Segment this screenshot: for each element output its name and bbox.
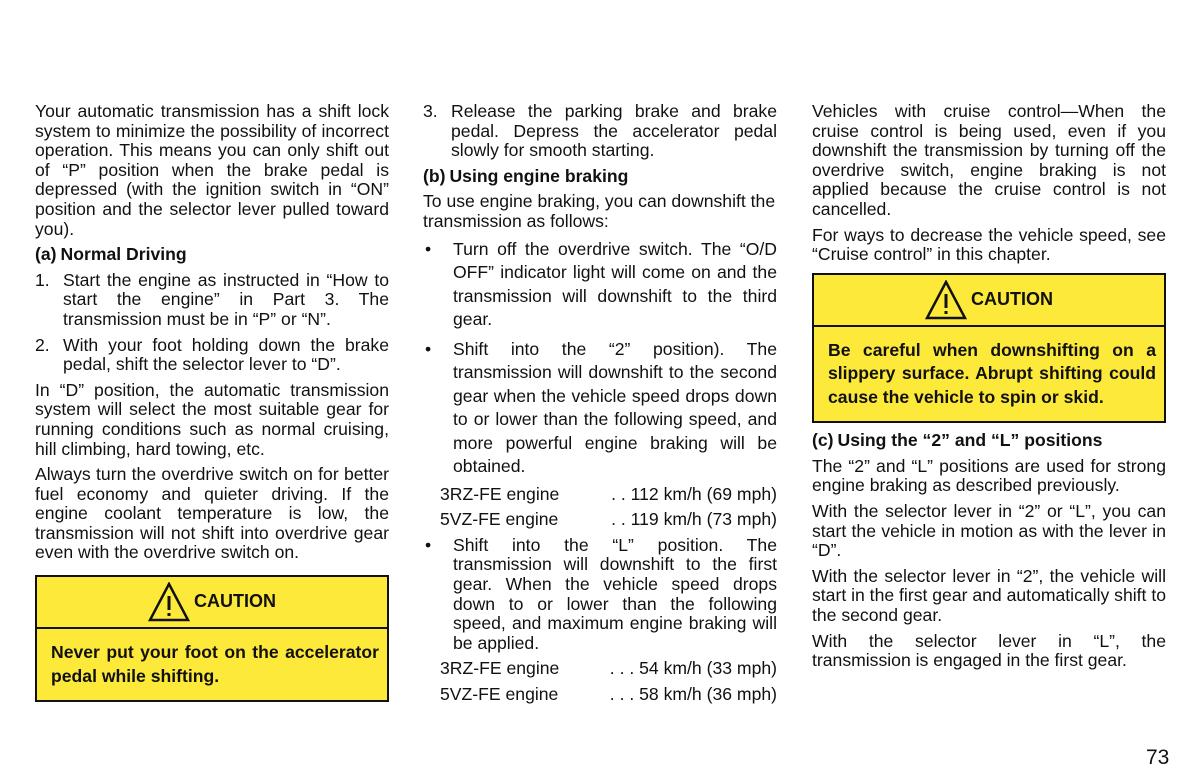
warning-triangle-icon [148, 582, 190, 622]
positions-paragraph: The “2” and “L” positions are used for strong engine braking as described previously. [812, 455, 1166, 496]
step-number: 2. [35, 334, 50, 355]
bullet-text: Turn off the overdrive switch. The “O/D OFF” indicator light will come on and the transmission will downshift to the third gear. [453, 238, 777, 330]
decrease-speed-paragraph: For ways to decrease the vehicle speed, see “Cruise control” in this chapter. [812, 224, 1166, 265]
heading-text: Normal Driving [60, 244, 187, 265]
heading-label: (a) [35, 244, 57, 265]
caution-box [35, 575, 389, 702]
l-position-paragraph: With the selector lever in “L”, the transmission is engaged in the first gear. [812, 630, 1166, 671]
step-number: 1. [35, 269, 50, 290]
speed-spec-row [423, 485, 777, 505]
step-number: 3. [423, 101, 438, 121]
speed-value: . . 112 km/h (69 mph) [611, 483, 777, 504]
caution-title: CAUTION [194, 591, 276, 612]
step-item [35, 336, 389, 375]
bullet-text: Shift into the “L” position. The transmission will downshift to the first gear. When the vehicle speed drops down to or lower than the following speed, and maximum engine braking will be applied. [453, 534, 777, 653]
speed-value: . . . 54 km/h (33 mph) [609, 658, 777, 679]
bullet-symbol: • [425, 238, 432, 259]
start-motion-paragraph: With the selector lever in “2” or “L”, you can start the vehicle in motion as with the lever in “D”. [812, 501, 1166, 561]
bullet-text: Shift into the “2” position). The transmission will downshift to the second gear when the vehicle speed drops down to or lower than the following speed, and more powerful engine braking will be obtained. [453, 338, 777, 477]
overdrive-paragraph: Always turn the overdrive switch on for better fuel economy and quieter driving. If the engine coolant temperature is low, the transmission will not shift into overdrive gear even with the overdrive switch on. [35, 464, 389, 563]
warning-triangle-icon [925, 280, 967, 320]
step-text: Release the parking brake and brake pedal. Depress the accelerator pedal slowly for smooth starting. [451, 101, 777, 161]
step-text: Start the engine as instructed in “How to start the engine” in Part 3. The transmission must be in “P” or “N”. [63, 269, 389, 329]
bullet-symbol: • [425, 534, 432, 555]
step-item [35, 271, 389, 330]
page-number: 73 [1146, 746, 1170, 769]
caution-text: Never put your foot on the accelerator pedal while shifting. [51, 642, 379, 686]
column-left [35, 102, 389, 710]
heading-text: Using the “2” and “L” positions [837, 430, 1103, 451]
heading-label: (b) [423, 165, 446, 186]
list-item [423, 536, 777, 654]
shift-lock-paragraph: Your automatic transmission has a shift lock system to minimize the possibility of incorrect operation. This means you can only shift out of “P” position when the brake pedal is depressed (with the ignition switch in “ON” position and the selector lever pulled toward you). [35, 101, 389, 239]
heading-label: (c) [812, 430, 834, 451]
column-middle [423, 102, 777, 711]
caution-header [37, 577, 387, 629]
cruise-control-paragraph: Vehicles with cruise control—When the cruise control is being used, even if you downshift the transmission by turning off the overdrive switch, engine braking is not applied because the cruise control is not cancelled. [812, 101, 1166, 219]
section-heading-2-and-l [812, 431, 1166, 451]
engine-name: 3RZ-FE engine [440, 483, 560, 504]
section-heading-normal-driving [35, 245, 389, 265]
step-text: With your foot holding down the brake pedal, shift the selector lever to “D”. [63, 334, 389, 375]
heading-text: Using engine braking [449, 165, 629, 186]
d-position-paragraph: In “D” position, the automatic transmission system will select the most suitable gear for running conditions such as normal cruising, hill climbing, hard towing, etc. [35, 379, 389, 459]
caution-title: CAUTION [971, 288, 1053, 309]
caution-text: Be careful when downshifting on a slippery surface. Abrupt shifting could cause the vehicle to spin or skid. [828, 339, 1156, 407]
list-item [423, 338, 777, 479]
engine-braking-intro: To use engine braking, you can downshift the transmission as follows: [423, 191, 776, 231]
engine-name: 5VZ-FE engine [440, 509, 559, 530]
speed-spec-row [423, 659, 777, 679]
speed-spec-row [423, 685, 777, 705]
engine-name: 3RZ-FE engine [440, 658, 560, 679]
column-right [812, 102, 1166, 677]
caution-box [812, 273, 1166, 424]
step-item [423, 102, 777, 161]
list-item [423, 238, 777, 332]
speed-value: . . 119 km/h (73 mph) [611, 509, 777, 530]
speed-spec-row [423, 510, 777, 530]
caution-header [814, 275, 1164, 327]
bullet-symbol: • [425, 338, 432, 359]
second-position-paragraph: With the selector lever in “2”, the vehicle will start in the first gear and automatically shift to the second gear. [812, 565, 1166, 625]
speed-value: . . . 58 km/h (36 mph) [609, 683, 777, 704]
engine-name: 5VZ-FE engine [440, 683, 559, 704]
section-heading-engine-braking [423, 167, 777, 187]
